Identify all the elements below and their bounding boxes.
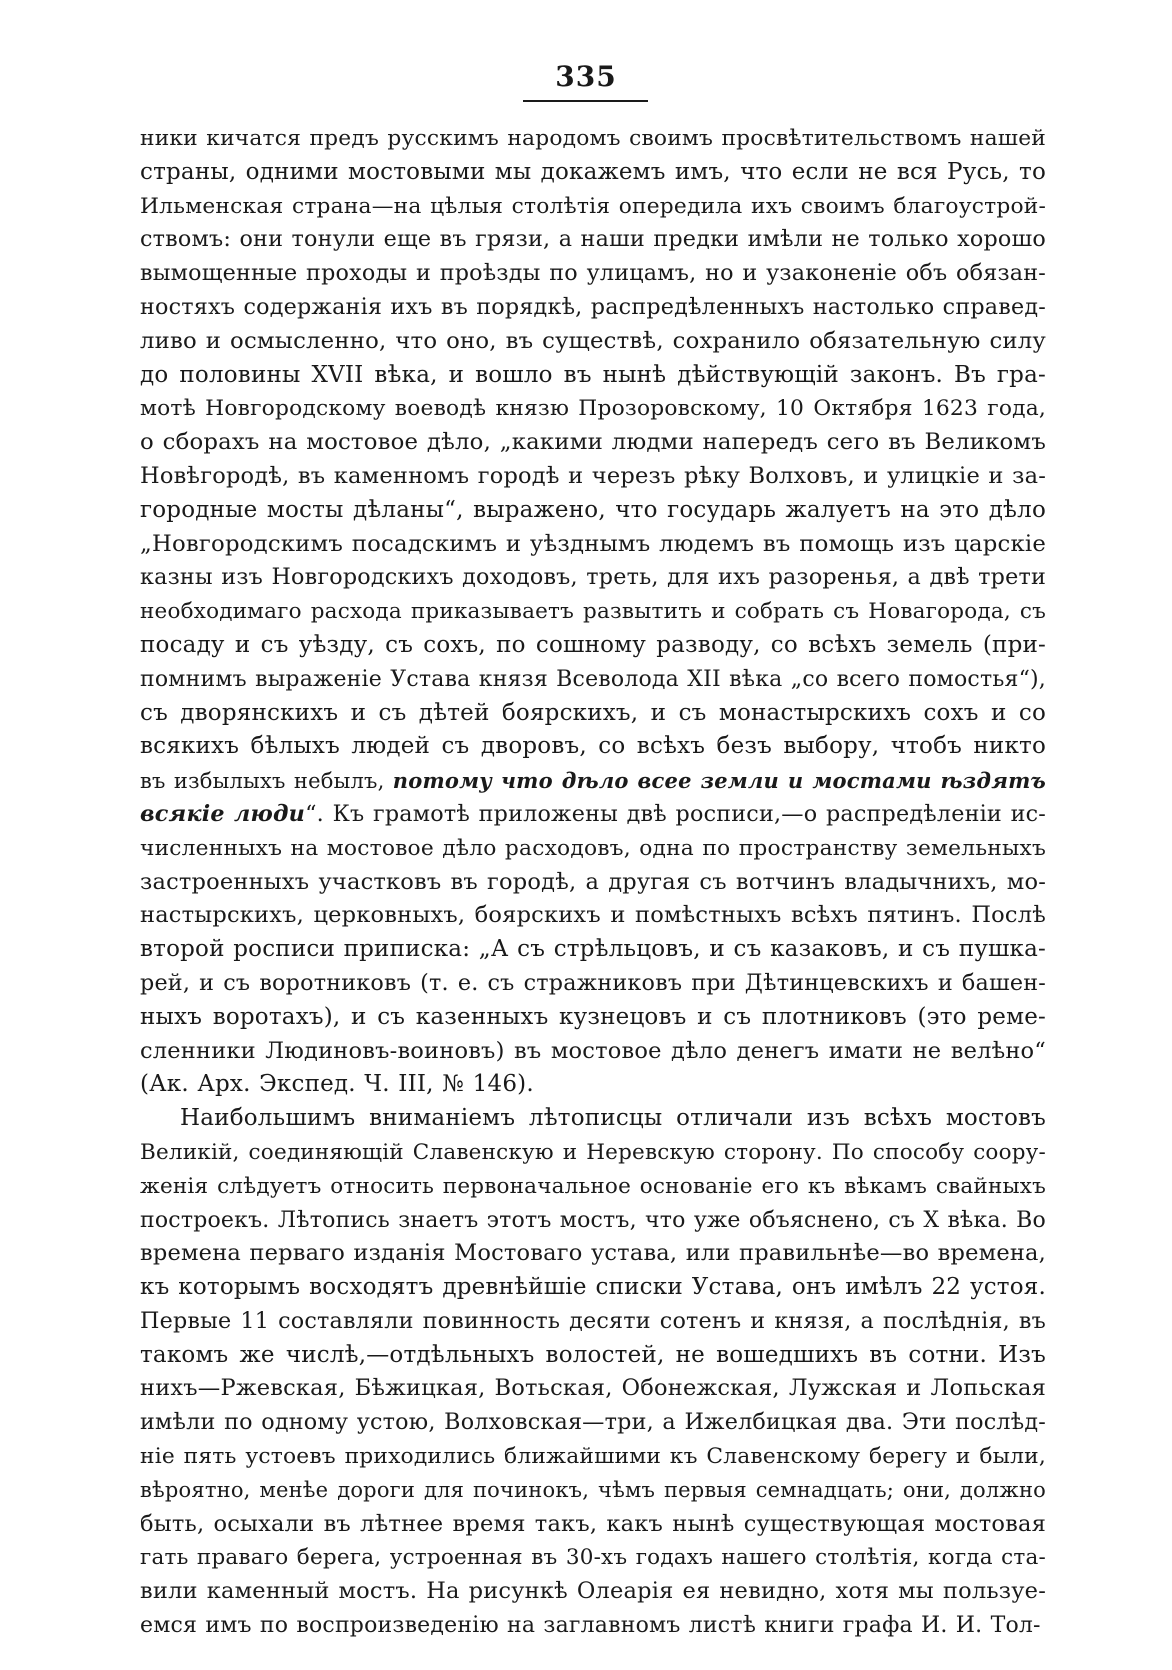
text-line bbox=[140, 933, 1046, 967]
text-line bbox=[140, 1508, 1046, 1542]
text-span: Великій, соединяющій Славенскую и Неревскую сторону. По способу соору- bbox=[140, 1139, 1046, 1165]
text-span: вили каменный мостъ. На рисункѣ Олеарія ея невидно, хотя мы пользуе- bbox=[140, 1578, 1046, 1605]
text-line bbox=[140, 325, 1046, 359]
text-span: настырскихъ, церковныхъ, боярскихъ и помѣстныхъ всѣхъ пятинъ. Послѣ bbox=[140, 902, 1046, 929]
text-line bbox=[140, 1068, 1046, 1102]
text-line bbox=[140, 1609, 1046, 1643]
text-span: нихъ—Ржевская, Бѣжицкая, Вотьская, Обонежская, Лужская и Лопьская bbox=[140, 1375, 1046, 1402]
text-span: построекъ. Лѣтопись знаетъ этотъ мостъ, что уже объяснено, съ X вѣка. Во bbox=[140, 1207, 1046, 1233]
text-span: второй росписи приписка: „А съ стрѣльцовъ, и съ казаковъ, и съ пушка- bbox=[140, 936, 1046, 963]
text-span: въ избылыхъ небылъ, bbox=[140, 769, 393, 794]
text-line bbox=[140, 528, 1046, 562]
italic-phrase: потому что дѣло всее земли и мостами ѣздятъ bbox=[392, 768, 1046, 794]
text-line bbox=[140, 764, 1046, 798]
text-span: Ильменская страна—на цѣлыя столѣтія опередила ихъ своимъ благоустрой- bbox=[140, 193, 1046, 219]
text-span: всякихъ бѣлыхъ людей съ дворовъ, со всѣхъ безъ выбору, чтобъ никто bbox=[140, 733, 1046, 760]
text-line bbox=[140, 291, 1046, 325]
text-line bbox=[140, 629, 1046, 663]
text-span: такомъ же числѣ,—отдѣльныхъ волостей, не вошедшихъ въ сотни. Изъ bbox=[140, 1341, 1046, 1368]
text-line bbox=[140, 798, 1046, 832]
text-line bbox=[140, 1305, 1046, 1339]
text-span: застроенныхъ участковъ въ городѣ, а другая съ вотчинъ владычнихъ, мо- bbox=[140, 868, 1046, 895]
text-span: „Новгородскимъ посадскимъ и уѣзднымъ людемъ въ помощь изъ царскіе bbox=[140, 530, 1046, 557]
text-line bbox=[140, 1339, 1046, 1373]
text-span: ствомъ: они тонули еще въ грязи, а наши предки имѣли не только хорошо bbox=[140, 226, 1046, 253]
text-span: страны, одними мостовыми мы докажемъ имъ, что если не вся Русь, то bbox=[140, 158, 1046, 185]
text-span: къ которымъ восходятъ древнѣйшіе списки Устава, онъ имѣлъ 22 устоя. bbox=[140, 1274, 1046, 1301]
text-span: быть, осыхали въ лѣтнее время такъ, какъ нынѣ существующая мостовая bbox=[140, 1510, 1046, 1537]
text-span: посаду и съ уѣзду, съ сохъ, по сошному разводу, со всѣхъ земель (при- bbox=[140, 631, 1046, 658]
text-span: “. Къ грамотѣ приложены двѣ росписи,—о распредѣленіи ис- bbox=[305, 800, 1047, 827]
text-span: гать праваго берега, устроенная въ 30-хъ годахъ нашего столѣтія, когда ста- bbox=[140, 1545, 1046, 1571]
text-span: городные мосты дѣланы“, выражено, что государь жалуетъ на это дѣло bbox=[140, 496, 1046, 523]
text-line bbox=[140, 866, 1046, 900]
text-line bbox=[140, 1102, 1046, 1136]
text-line bbox=[140, 1541, 1046, 1575]
text-line bbox=[140, 1440, 1046, 1474]
text-span: Первые 11 составляли повинность десяти сотенъ и князя, а послѣднія, въ bbox=[140, 1307, 1046, 1334]
text-span: ники кичатся предъ русскимъ народомъ своимъ просвѣтительствомъ нашей bbox=[140, 126, 1046, 151]
text-span: Наибольшимъ вниманіемъ лѣтописцы отличали изъ всѣхъ мостовъ bbox=[180, 1105, 1046, 1132]
page-number-rule bbox=[523, 100, 648, 102]
text-line bbox=[140, 359, 1046, 393]
text-span: казны изъ Новгородскихъ доходовъ, треть, для ихъ разоренья, а двѣ трети bbox=[140, 564, 1046, 591]
text-line bbox=[140, 223, 1046, 257]
text-line bbox=[140, 1204, 1046, 1238]
text-span: рей, и съ воротниковъ (т. е. съ стражниковъ при Дѣтинцевскихъ и башен- bbox=[140, 969, 1046, 996]
text-line bbox=[140, 1271, 1046, 1305]
text-span: численныхъ на мостовое дѣло расходовъ, одна по пространству земельныхъ bbox=[140, 835, 1046, 861]
text-line bbox=[140, 663, 1046, 697]
page-number: 335 bbox=[555, 60, 617, 93]
text-line bbox=[140, 899, 1046, 933]
text-span: помнимъ выраженіе Устава князя Всеволода XII вѣка „со всего помостья“), bbox=[140, 666, 1046, 692]
text-span: емся имъ по воспроизведенію на заглавномъ листѣ книги графа И. И. Тол- bbox=[140, 1613, 1041, 1639]
text-span: времена перваго изданія Мостоваго устава, или правильнѣе—во времена, bbox=[140, 1240, 1046, 1267]
text-line bbox=[140, 257, 1046, 291]
text-span: о сборахъ на мостовое дѣло, „какими людми напередъ сего въ Великомъ bbox=[140, 429, 1046, 456]
text-line bbox=[140, 561, 1046, 595]
text-line bbox=[140, 122, 1046, 156]
text-span: вымощенные проходы и проѣзды по улицамъ, но и узаконеніе объ обязан- bbox=[140, 260, 1046, 287]
text-span: необходимаго расхода приказываетъ развытить и собрать съ Новагорода, съ bbox=[140, 599, 1046, 625]
text-line bbox=[140, 392, 1046, 426]
text-line bbox=[140, 1575, 1046, 1609]
text-line bbox=[140, 156, 1046, 190]
text-span: сленники Людиновъ-воиновъ) въ мостовое дѣло денегъ имати не велѣно“ bbox=[140, 1037, 1046, 1064]
text-line bbox=[140, 967, 1046, 1001]
text-span: съ дворянскихъ и съ дѣтей боярскихъ, и съ монастырскихъ сохъ и со bbox=[140, 699, 1046, 726]
text-line bbox=[140, 190, 1046, 224]
text-line bbox=[140, 1406, 1046, 1440]
text-span: ніе пять устоевъ приходились ближайшими къ Славенскому берегу и были, bbox=[140, 1444, 1046, 1470]
text-span: имѣли по одному устою, Волховская—три, а Ижелбицкая два. Эти послѣд- bbox=[140, 1409, 1046, 1436]
text-line bbox=[140, 697, 1046, 731]
text-span: мотѣ Новгородскому воеводѣ князю Прозоровскому, 10 Октября 1623 года, bbox=[140, 396, 1046, 422]
text-span: ностяхъ содержанія ихъ въ порядкѣ, распредѣленныхъ настолько справед- bbox=[140, 293, 1046, 320]
body-text bbox=[140, 122, 1046, 1643]
text-line bbox=[140, 494, 1046, 528]
text-line bbox=[140, 1474, 1046, 1508]
italic-phrase: всякіе люди bbox=[140, 800, 306, 827]
text-line bbox=[140, 832, 1046, 866]
text-line bbox=[140, 1237, 1046, 1271]
text-span: Новѣгородѣ, въ каменномъ городѣ и черезъ рѣку Волховъ, и улицкіе и за- bbox=[140, 462, 1046, 489]
text-line bbox=[140, 730, 1046, 764]
text-line bbox=[140, 460, 1046, 494]
text-span: ливо и осмысленно, что оно, въ существѣ, сохранило обязательную силу bbox=[140, 327, 1046, 354]
text-line bbox=[140, 1136, 1046, 1170]
text-line bbox=[140, 1035, 1046, 1069]
text-line bbox=[140, 1001, 1046, 1035]
text-span: до половины XVII вѣка, и вошло въ нынѣ дѣйствующій законъ. Въ гра- bbox=[140, 361, 1046, 388]
text-line bbox=[140, 1170, 1046, 1204]
text-span: (Ак. Арх. Экспед. Ч. III, № 146). bbox=[140, 1071, 534, 1098]
text-span: женія слѣдуетъ относить первоначальное основаніе его къ вѣкамъ свайныхъ bbox=[140, 1173, 1046, 1199]
text-span: вѣроятно, менѣе дороги для починокъ, чѣмъ первыя семнадцать; они, должно bbox=[140, 1477, 1046, 1502]
text-span: ныхъ воротахъ), и съ казенныхъ кузнецовъ и съ плотниковъ (это реме- bbox=[140, 1003, 1046, 1030]
text-line bbox=[140, 1372, 1046, 1406]
text-line bbox=[140, 595, 1046, 629]
text-line bbox=[140, 426, 1046, 460]
